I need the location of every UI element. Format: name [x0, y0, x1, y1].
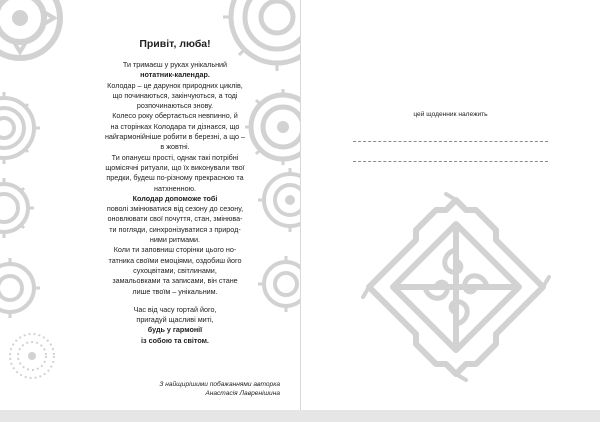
- text-line: Ти тримаєш у руках унікальний: [122, 60, 228, 69]
- owner-label: цей щоденник належить: [413, 111, 488, 118]
- text-line: Час від часу гортай його,: [133, 304, 217, 314]
- text-line: Ти опануєш прості, однак такі потрібні: [111, 152, 239, 162]
- text-line-bold: Колодар допоможе тобі: [132, 193, 218, 203]
- paragraph-rituals: [60, 153, 290, 193]
- dotted-sun-ornament-icon: [6, 330, 58, 382]
- text-line: щомісячні ритуали, що їх виконували твої: [105, 162, 245, 172]
- text-line-bold: нотатник-календар.: [140, 70, 210, 80]
- greeting-title: Привіт, люба!: [139, 38, 211, 50]
- sun-ornament-lower-left-icon: [0, 178, 34, 238]
- text-line: ти погляди, синхронізуватися з природ-: [109, 224, 241, 234]
- text-line: Колесо року обертається невпинно, й: [112, 111, 238, 121]
- paragraph-intro: [60, 60, 290, 152]
- text-line: сухоцвітами, світлинами,: [133, 265, 217, 275]
- paragraph-fill-pages: [60, 245, 290, 295]
- sun-ornament-mid-left-icon: [0, 92, 40, 164]
- text-line: Колодар – це дарунок природних циклів,: [107, 80, 243, 90]
- text-line: натхненною.: [154, 183, 196, 193]
- owner-name-line-2[interactable]: [353, 161, 548, 162]
- text-line-bold: із собою та світом.: [141, 335, 209, 345]
- text-line: пригадуй щасливі миті,: [136, 315, 214, 325]
- text-line: предки, будеш по-різному прекрасною та: [106, 173, 244, 183]
- text-line: найгармонійніше робити в березні, а що –: [104, 132, 246, 142]
- text-line: поволі змінюватися від сезону до сезону,: [106, 204, 244, 214]
- text-line: що починаються, закінчуються, а тоді: [112, 90, 238, 100]
- paragraph-closing: [60, 305, 290, 345]
- signoff-author-name: Анастасія Лавренішина: [205, 390, 280, 397]
- text-line-bold: будь у гармонії: [147, 325, 203, 335]
- text-line: на сторінках Колодара ти дізнаєся, що: [110, 121, 240, 131]
- text-line: оновлювати свої почуття, стан, змінюва-: [107, 214, 243, 224]
- intro-text-block: [60, 38, 290, 346]
- text-line: Коли ти заповниш сторінки цього но-: [113, 245, 237, 255]
- text-line: ними ритмами.: [149, 235, 201, 245]
- text-line: лише твоїм – унікальним.: [132, 286, 218, 296]
- signoff-wishes: З найщирішими побажаннями авторка: [159, 381, 280, 388]
- right-page: [301, 0, 600, 422]
- page-bottom-edge: [0, 410, 600, 422]
- sun-ornament-bottom-left-icon: [0, 258, 40, 318]
- text-line: татника своїми емоціями, оздобиш його: [108, 255, 242, 265]
- paragraph-help: [60, 194, 290, 244]
- owner-name-line[interactable]: [353, 141, 548, 142]
- author-signoff: [60, 380, 290, 398]
- text-line: в жовтні.: [160, 142, 190, 152]
- text-line: розпочинаються знову.: [136, 101, 214, 111]
- rhombus-motif-icon: [361, 192, 551, 382]
- text-line: замальовками та записами, він стане: [112, 276, 238, 286]
